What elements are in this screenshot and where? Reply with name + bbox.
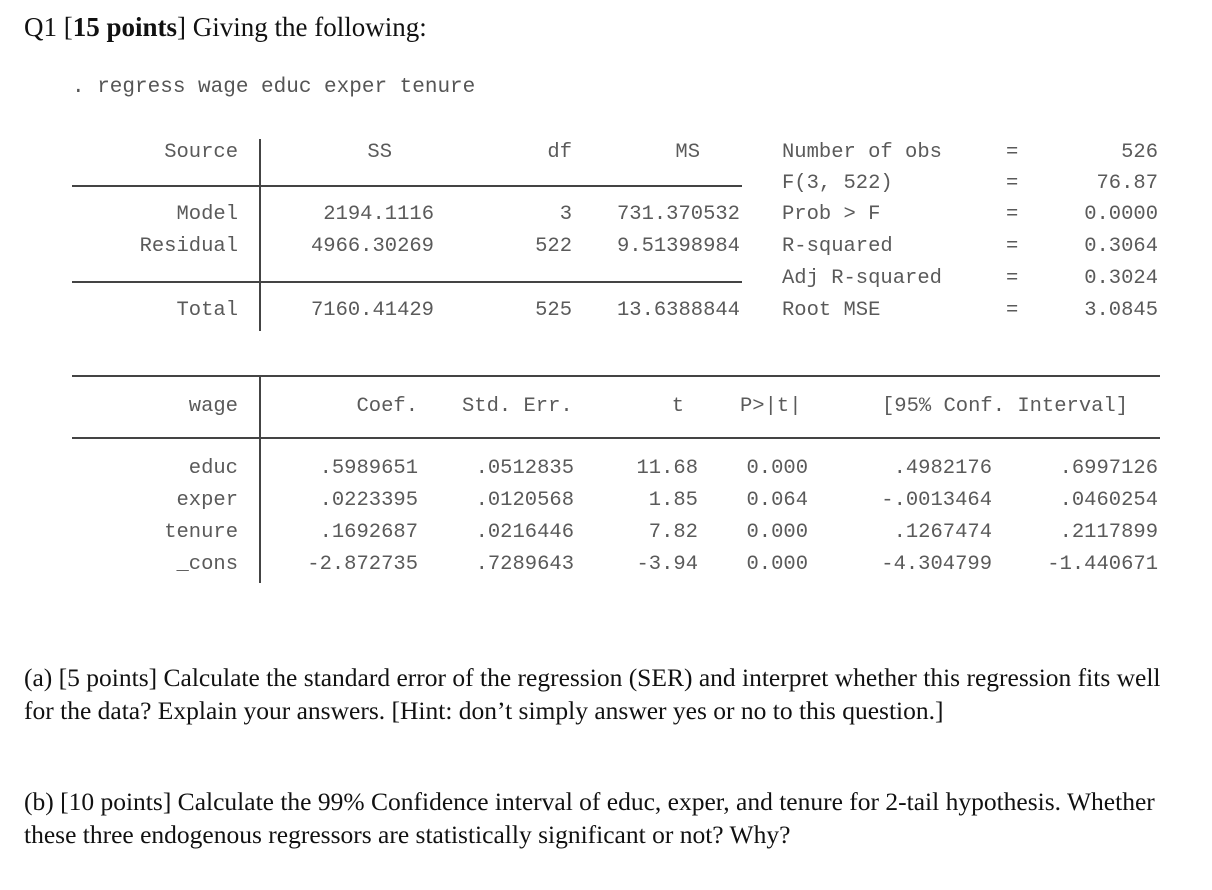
coef-header-se: Std. Err. <box>462 395 573 418</box>
coef-header-rule <box>72 437 1160 439</box>
anova-row-residual-df: 522 <box>535 235 572 258</box>
coef-row-p: 0.000 <box>746 553 808 576</box>
anova-row-residual-ss: 4966.30269 <box>310 235 434 258</box>
coef-row-t: 1.85 <box>648 489 698 512</box>
coef-row-p: 0.064 <box>746 489 808 512</box>
coef-row-ci-high: .0460254 <box>1059 489 1158 512</box>
coef-top-rule <box>72 375 1160 377</box>
stata-command: . regress wage educ exper tenure <box>72 76 476 99</box>
question-header: Q1 [15 points] Giving the following: <box>24 12 427 42</box>
stat-equals: = <box>1006 203 1019 226</box>
question-points: 15 points <box>72 12 178 42</box>
anova-row-model-source: Model <box>176 203 238 226</box>
coef-row-coef: -2.872735 <box>307 553 418 576</box>
anova-row-residual-ms: 9.51398984 <box>616 235 740 258</box>
anova-row-model-ms: 731.370532 <box>616 203 740 226</box>
stat-label: Adj R-squared <box>782 267 942 290</box>
anova-header-rule <box>72 185 742 187</box>
coef-header-coef: Coef. <box>356 395 418 418</box>
coef-row-ci-high: .6997126 <box>1059 457 1158 480</box>
coef-row-se: .7289643 <box>475 553 574 576</box>
stat-label: Prob > F <box>782 203 881 226</box>
coef-row-ci-low: -.0013464 <box>881 489 992 512</box>
question-part-b: (b) [10 points] Calculate the 99% Confidence interval of educ, exper, and tenure for 2-tail hypothesis. Whether these three endogenous regressors are statistically significant or not? Why? <box>24 787 1155 849</box>
anova-total-rule <box>72 281 742 283</box>
coef-row-se: .0120568 <box>475 489 574 512</box>
stat-value: 526 <box>1121 141 1158 164</box>
coef-row-coef: .0223395 <box>319 489 418 512</box>
coef-header-p: P>|t| <box>740 395 802 418</box>
stat-value: 0.0000 <box>1084 203 1158 226</box>
anova-header-ss: SS <box>367 141 392 164</box>
anova-row-model-df: 3 <box>559 203 572 226</box>
stat-label: Number of obs <box>782 141 942 164</box>
stat-value: 0.3064 <box>1084 235 1158 258</box>
anova-row-residual-source: Residual <box>139 235 238 258</box>
stat-equals: = <box>1006 235 1019 258</box>
coef-row-p: 0.000 <box>746 521 808 544</box>
anova-header-df: df <box>547 141 572 164</box>
coef-row-ci-low: -4.304799 <box>881 553 992 576</box>
coef-row-se: .0216446 <box>475 521 574 544</box>
coef-row-t: 11.68 <box>636 457 698 480</box>
coef-row-ci-low: .1267474 <box>893 521 992 544</box>
stat-value: 0.3024 <box>1084 267 1158 290</box>
anova-vertical-rule <box>259 139 261 331</box>
anova-header-source: Source <box>164 141 238 164</box>
stat-equals: = <box>1006 267 1019 290</box>
anova-row-total-source: Total <box>176 299 238 322</box>
question-intro: Giving the following: <box>192 12 427 42</box>
stat-equals: = <box>1006 141 1019 164</box>
coef-header-ci: [95% Conf. Interval] <box>882 395 1129 418</box>
coef-vertical-rule <box>259 376 261 583</box>
stat-value: 76.87 <box>1096 172 1158 195</box>
coef-row-t: 7.82 <box>648 521 698 544</box>
stat-label: R-squared <box>782 235 893 258</box>
coef-row-se: .0512835 <box>475 457 574 480</box>
coef-row-var: tenure <box>164 521 238 544</box>
anova-row-total-df: 525 <box>535 299 572 322</box>
stat-equals: = <box>1006 172 1019 195</box>
coef-row-t: -3.94 <box>636 553 698 576</box>
question-number: Q1 <box>24 12 57 42</box>
coef-row-coef: .1692687 <box>319 521 418 544</box>
question-part-a: (a) [5 points] Calculate the standard error of the regression (SER) and interpret whether this regression fits well for the data? Explain your answers. [Hint: don’t simply answer yes or no to this question.] <box>24 663 1161 725</box>
coef-header-var: wage <box>188 395 238 418</box>
stat-equals: = <box>1006 299 1019 322</box>
coef-row-ci-low: .4982176 <box>893 457 992 480</box>
coef-row-var: exper <box>176 489 238 512</box>
coef-row-p: 0.000 <box>746 457 808 480</box>
coef-row-ci-high: -1.440671 <box>1047 553 1158 576</box>
anova-row-model-ss: 2194.1116 <box>323 203 434 226</box>
coef-row-ci-high: .2117899 <box>1059 521 1158 544</box>
anova-row-total-ss: 7160.41429 <box>310 299 434 322</box>
stat-label: F(3, 522) <box>782 172 893 195</box>
coef-row-var: educ <box>188 457 238 480</box>
stat-label: Root MSE <box>782 299 881 322</box>
anova-row-total-ms: 13.6388844 <box>616 299 740 322</box>
anova-header-ms: MS <box>675 141 700 164</box>
stat-value: 3.0845 <box>1084 299 1158 322</box>
coef-row-coef: .5989651 <box>319 457 418 480</box>
coef-header-t: t <box>671 395 684 418</box>
coef-row-var: _cons <box>176 553 238 576</box>
